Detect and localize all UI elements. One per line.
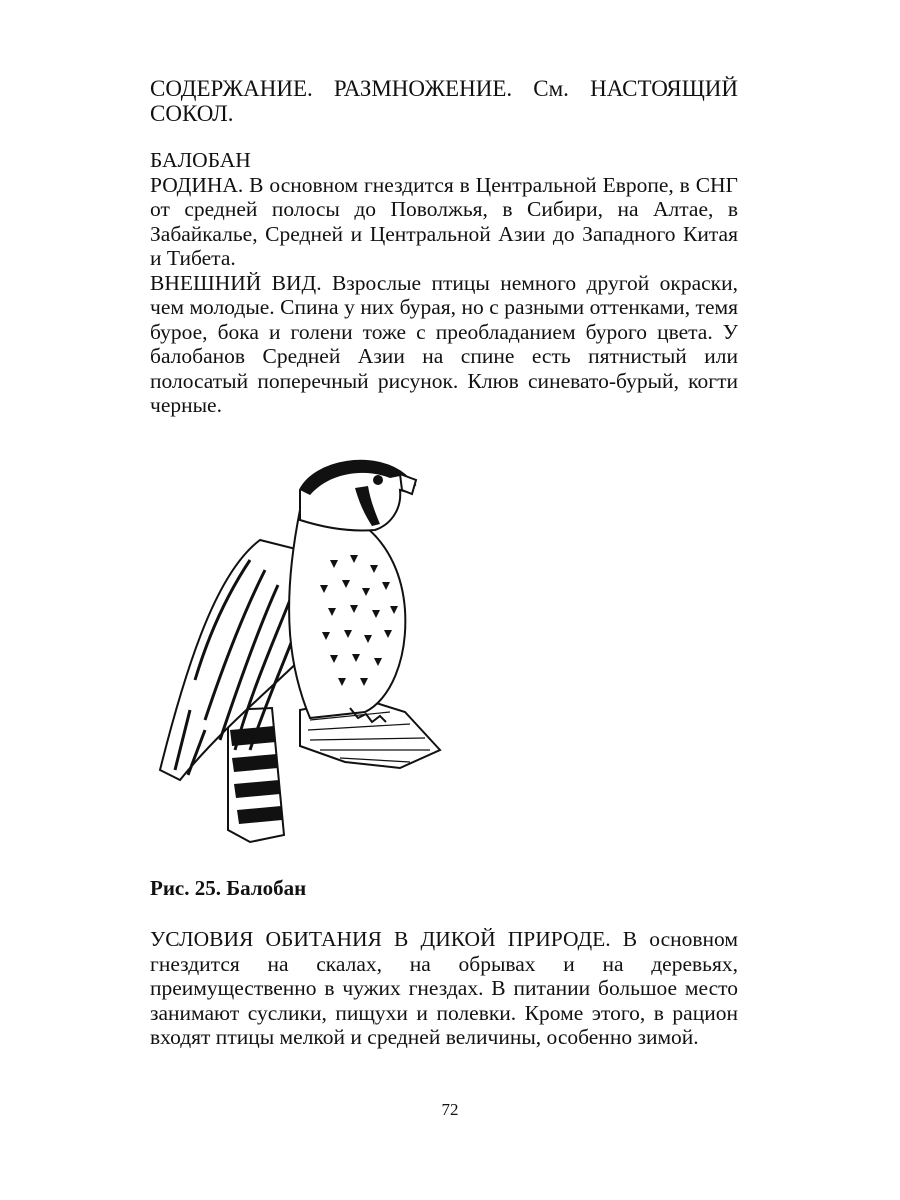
homeland-paragraph: РОДИНА. В основном гнездится в Центральной Европе, в СНГ от средней полосы до Поволжья, в Сибири, на Алтае, в Забайкалье, Средней и Центральной Азии до Западного Китая и Тибета. — [150, 172, 738, 270]
figure-caption: Рис. 25. Балобан — [150, 876, 307, 900]
section-title: БАЛОБАН — [150, 148, 251, 172]
balaban-section — [150, 148, 738, 418]
falcon-illustration — [150, 450, 450, 850]
habitat-section — [150, 927, 738, 1050]
habitat-paragraph: УСЛОВИЯ ОБИТАНИЯ В ДИКОЙ ПРИРОДЕ. В основном гнездится на скалах, на обрывах и на деревьях, преимущественно в чужих гнездах. В питании большое место занимают суслики, пищухи и полевки. Кроме этого, в рацион входят птицы мелкой и средней величины, особенно зимой. — [150, 927, 738, 1049]
header-paragraph — [150, 76, 738, 126]
page-number: 72 — [441, 1100, 459, 1119]
falcon-body — [289, 508, 405, 718]
appearance-paragraph: ВНЕШНИЙ ВИД. Взрослые птицы немного другой окраски, чем молодые. Спина у них бурая, но с разными оттенками, темя бурое, бока и голени тоже с преобладанием бурого цвета. У балобанов Средней Азии на спине есть пятнистый или полосатый поперечный рисунок. Клюв синевато-бурый, когти черные. — [150, 270, 738, 417]
header-text: СОДЕРЖАНИЕ. РАЗМНОЖЕНИЕ. См. НАСТОЯЩИЙ СОКОЛ. — [150, 76, 738, 126]
falcon-eye — [373, 475, 383, 485]
falcon-beak — [400, 474, 416, 494]
